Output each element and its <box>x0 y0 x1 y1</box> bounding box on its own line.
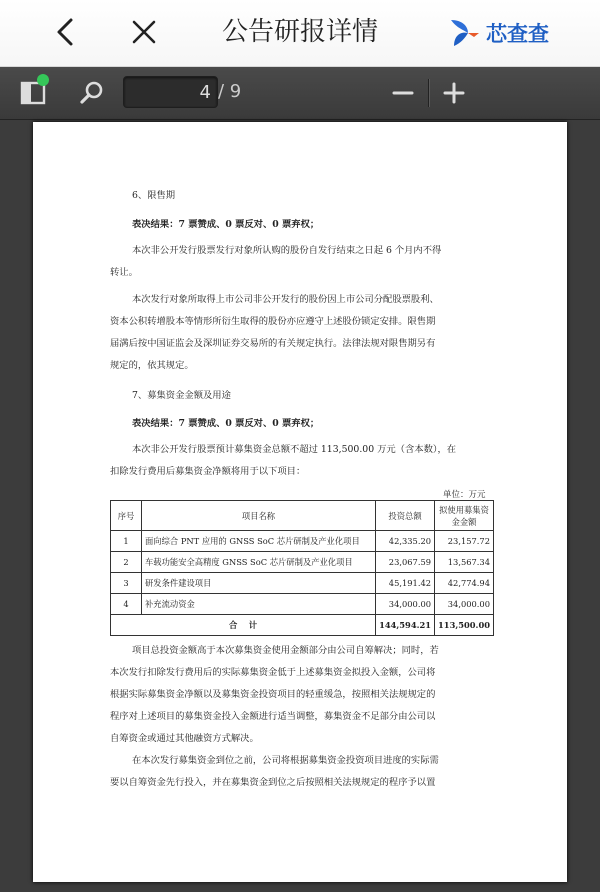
section-heading-6: 6、限售期 <box>132 190 176 201</box>
table-cell: 113,500.00 <box>435 615 494 636</box>
table-cell: 2 <box>111 552 142 573</box>
pdf-page <box>33 122 567 882</box>
table-header-cell: 投资总额 <box>376 501 435 531</box>
brand-logo[interactable] <box>448 16 549 50</box>
project-table <box>110 500 494 636</box>
table-cell: 42,774.94 <box>435 573 494 594</box>
table-cell: 4 <box>111 594 142 615</box>
table-cell: 3 <box>111 573 142 594</box>
app-header <box>0 0 600 67</box>
paragraph-derived-shares <box>110 289 492 377</box>
table-cell: 13,567.34 <box>435 552 494 573</box>
page-title: 公告研报详情 <box>221 17 378 47</box>
zoom-in-icon <box>440 79 468 107</box>
table-cell: 45,191.42 <box>376 573 435 594</box>
table-header-row <box>111 501 494 531</box>
paragraph-lockup <box>110 240 492 284</box>
zoom-out-button[interactable] <box>389 79 417 107</box>
table-cell: 1 <box>111 531 142 552</box>
close-icon <box>126 14 162 50</box>
table-cell: 车载功能安全高精度 GNSS SoC 芯片研制及产业化项目 <box>142 552 376 573</box>
table-cell: 23,157.72 <box>435 531 494 552</box>
toolbar-divider <box>428 79 430 107</box>
table-row <box>111 552 494 573</box>
text-line: 根据实际募集资金净额以及募集资金投资项目的轻重缓急，按照相关法规规定的 <box>110 689 436 700</box>
back-button[interactable] <box>48 14 84 50</box>
table-total-row <box>111 615 494 636</box>
text-line: 资本公积转增股本等情形所衍生取得的股份亦应遵守上述股份锁定安排。限售期 <box>110 316 436 327</box>
text-line: 自筹资金或通过其他融资方式解决。 <box>110 733 259 744</box>
section-heading-7: 7、募集资金金额及用途 <box>132 390 231 401</box>
text-line: 要以自筹资金先行投入，并在募集资金到位之后按照相关法规规定的程序予以置 <box>110 777 436 788</box>
table-cell: 42,335.20 <box>376 531 435 552</box>
zoom-out-icon <box>389 79 417 107</box>
table-cell: 23,067.59 <box>376 552 435 573</box>
paragraph-funding <box>110 439 492 483</box>
paragraph-prefunding <box>110 750 492 794</box>
text-line: 本次发行扣除发行费用后的实际募集资金低于上述募集资金拟投入金额，公司将 <box>110 667 436 678</box>
chevron-left-icon <box>48 14 84 50</box>
table-cell: 补充流动资金 <box>142 594 376 615</box>
text-line: 规定的，依其规定。 <box>110 360 194 371</box>
table-header-cell: 序号 <box>111 501 142 531</box>
unit-label: 单位：万元 <box>443 490 486 500</box>
text-line: 在本次发行募集资金到位之前，公司将根据募集资金投资项目进度的实际需 <box>132 755 439 766</box>
vote-result: 表决结果：7 票赞成、0 票反对、0 票弃权； <box>132 418 320 429</box>
text-line: 本次发行对象所取得上市公司非公开发行的股份因上市公司分配股票股利、 <box>132 294 439 305</box>
text-line: 扣除发行费用后募集资金净额将用于以下项目： <box>110 466 306 477</box>
table-header-cell: 项目名称 <box>142 501 376 531</box>
table-cell: 34,000.00 <box>435 594 494 615</box>
table-row <box>111 573 494 594</box>
zoom-in-button[interactable] <box>440 79 468 107</box>
page-number-input[interactable]: 4 <box>123 76 218 108</box>
status-dot <box>37 74 49 86</box>
table-cell: 研发条件建设项目 <box>142 573 376 594</box>
table-row <box>111 531 494 552</box>
text-line: 届满后按中国证监会及深圳证券交易所的有关规定执行。法律法规对限售期另有 <box>110 338 436 349</box>
text-line: 本次非公开发行股票预计募集资金总额不超过 113,500.00 万元（含本数），在 <box>132 444 457 455</box>
table-row <box>111 594 494 615</box>
text-line: 项目总投资金额高于本次募集资金使用金额部分由公司自筹解决；同时，若 <box>132 645 439 656</box>
table-cell: 144,594.21 <box>376 615 435 636</box>
table-header-cell: 拟使用募集资金金额 <box>435 501 494 531</box>
table-cell: 面向综合 PNT 应用的 GNSS SoC 芯片研制及产业化项目 <box>142 531 376 552</box>
page-total: / 9 <box>218 81 242 102</box>
close-button[interactable] <box>126 14 162 50</box>
text-line: 程序对上述项目的募集资金投入金额进行适当调整，募集资金不足部分由公司以 <box>110 711 436 722</box>
paragraph-shortfall <box>110 640 492 750</box>
table-cell: 34,000.00 <box>376 594 435 615</box>
text-line: 本次非公开发行股票发行对象所认购的股份自发行结束之日起 6 个月内不得 <box>132 245 442 256</box>
text-line: 转让。 <box>110 267 138 278</box>
vote-result: 表决结果：7 票赞成、0 票反对、0 票弃权； <box>132 219 320 230</box>
search-button[interactable] <box>78 79 106 107</box>
table-cell: 合 计 <box>111 615 376 636</box>
pdf-toolbar <box>0 67 600 120</box>
search-icon <box>78 79 106 107</box>
logo-text: 芯查查 <box>486 22 549 46</box>
logo-mark-icon <box>448 16 482 50</box>
